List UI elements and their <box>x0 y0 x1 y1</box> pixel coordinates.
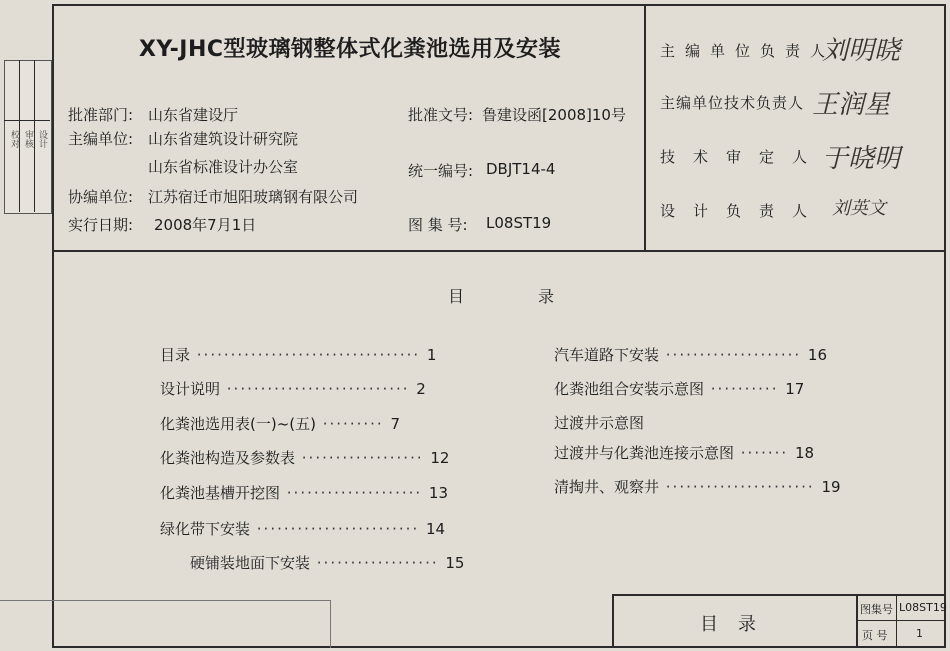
dot-leader: ···················· <box>659 346 808 364</box>
toc-label: 化粪池选用表(一)~(五) <box>160 415 316 433</box>
co-editor: 江苏宿迁市旭阳玻璃钢有限公司 <box>148 188 359 206</box>
side-stamp-col-1: 校对 <box>9 130 19 148</box>
dot-leader: ························ <box>250 520 426 538</box>
list-item[interactable] <box>160 413 400 434</box>
list-item[interactable] <box>160 447 449 468</box>
toc-label: 汽车道路下安装 <box>554 346 660 364</box>
toc-heading-left: 目 <box>448 287 465 306</box>
dot-leader: ·········· <box>704 380 786 398</box>
dot-leader: ······· <box>734 444 795 462</box>
toc-page: 12 <box>430 449 450 467</box>
toc-label: 设计说明 <box>160 380 221 398</box>
designer-label: 设计负责人 <box>660 202 826 220</box>
toc-label: 化粪池组合安装示意图 <box>554 380 705 398</box>
reviewer-signature: 于晓明 <box>822 144 901 174</box>
list-item[interactable] <box>554 442 814 463</box>
unit-head-signature: 刘明晓 <box>822 36 901 66</box>
list-item[interactable] <box>554 344 827 365</box>
dot-leader: ··························· <box>220 380 417 398</box>
toc-page: 17 <box>785 380 805 398</box>
dot-leader: ································· <box>190 346 427 364</box>
designer-signature: 刘英文 <box>832 198 886 219</box>
dot-leader: ········· <box>315 415 391 433</box>
side-stamp-col-3: 设计 <box>37 130 47 148</box>
co-editor-label: 协编单位: <box>68 188 134 206</box>
toc-page: 19 <box>821 478 841 496</box>
toc-page: 15 <box>445 554 465 572</box>
approval-dept: 山东省建设厅 <box>148 106 239 124</box>
page-title: XY-JHC型玻璃钢整体式化粪池选用及安装 <box>138 37 562 62</box>
toc-page: 1 <box>426 346 437 364</box>
dot-leader: ·················· <box>310 554 446 572</box>
atlas-no: L08ST19 <box>486 214 552 232</box>
dot-leader: ·················· <box>295 449 431 467</box>
list-item[interactable] <box>160 344 436 365</box>
dot-leader: ······················ <box>659 478 822 496</box>
footer-page-label: 页 号 <box>862 629 888 642</box>
editor-unit-2: 山东省标准设计办公室 <box>148 158 299 176</box>
faint-box-top <box>0 600 330 601</box>
toc-label: 绿化带下安装 <box>160 520 251 538</box>
toc-page: 16 <box>807 346 828 364</box>
editor-unit-1: 山东省建筑设计研究院 <box>148 130 299 148</box>
footer-atlas-label: 图集号 <box>860 603 893 616</box>
list-item[interactable] <box>160 378 426 399</box>
faint-box-right <box>330 600 331 648</box>
list-item[interactable] <box>160 482 448 503</box>
toc-page: 2 <box>416 380 426 398</box>
toc-label: 目录 <box>160 346 191 364</box>
effective-date: 2008年7月1日 <box>154 216 257 234</box>
footer-sheet-title: 目录 <box>700 614 776 635</box>
list-item[interactable] <box>554 476 841 497</box>
toc-label: 清掏井、观察井 <box>554 478 660 496</box>
toc-label: 化粪池基槽开挖图 <box>160 484 281 502</box>
toc-page: 18 <box>794 444 815 462</box>
atlas-no-label: 图 集 号: <box>408 216 468 234</box>
list-item[interactable] <box>554 378 804 399</box>
dot-leader: ···················· <box>280 484 429 502</box>
unified-no: DBJT14-4 <box>486 160 556 178</box>
toc-label: 过渡井示意图 <box>554 414 645 432</box>
unified-no-label: 统一编号: <box>408 162 474 180</box>
approval-no-label: 批准文号: <box>408 106 474 124</box>
footer-atlas-no: L08ST19 <box>899 601 947 614</box>
toc-label: 硬铺装地面下安装 <box>190 554 311 572</box>
approval-no: 鲁建设函[2008]10号 <box>482 106 626 124</box>
toc-heading-right: 录 <box>538 287 555 306</box>
list-item[interactable] <box>554 412 644 433</box>
footer-page-no: 1 <box>916 627 923 640</box>
tech-head-signature: 王润星 <box>812 90 891 120</box>
toc-page: 7 <box>390 415 400 433</box>
reviewer-label: 技术审定人 <box>660 148 826 166</box>
editor-unit-label: 主编单位: <box>68 130 134 148</box>
toc-label: 化粪池构造及参数表 <box>160 449 296 467</box>
toc-page: 13 <box>428 484 449 502</box>
list-item[interactable] <box>190 552 464 573</box>
toc-label: 过渡井与化粪池连接示意图 <box>554 444 735 462</box>
side-stamp-col-2: 审核 <box>23 130 33 148</box>
unit-head-label: 主编单位负责人 <box>660 42 836 60</box>
list-item[interactable] <box>160 518 445 539</box>
effective-date-label: 实行日期: <box>68 216 134 234</box>
approval-dept-label: 批准部门: <box>68 106 134 124</box>
toc-page: 14 <box>426 520 446 538</box>
tech-head-label: 主编单位技术负责人 <box>660 94 805 112</box>
